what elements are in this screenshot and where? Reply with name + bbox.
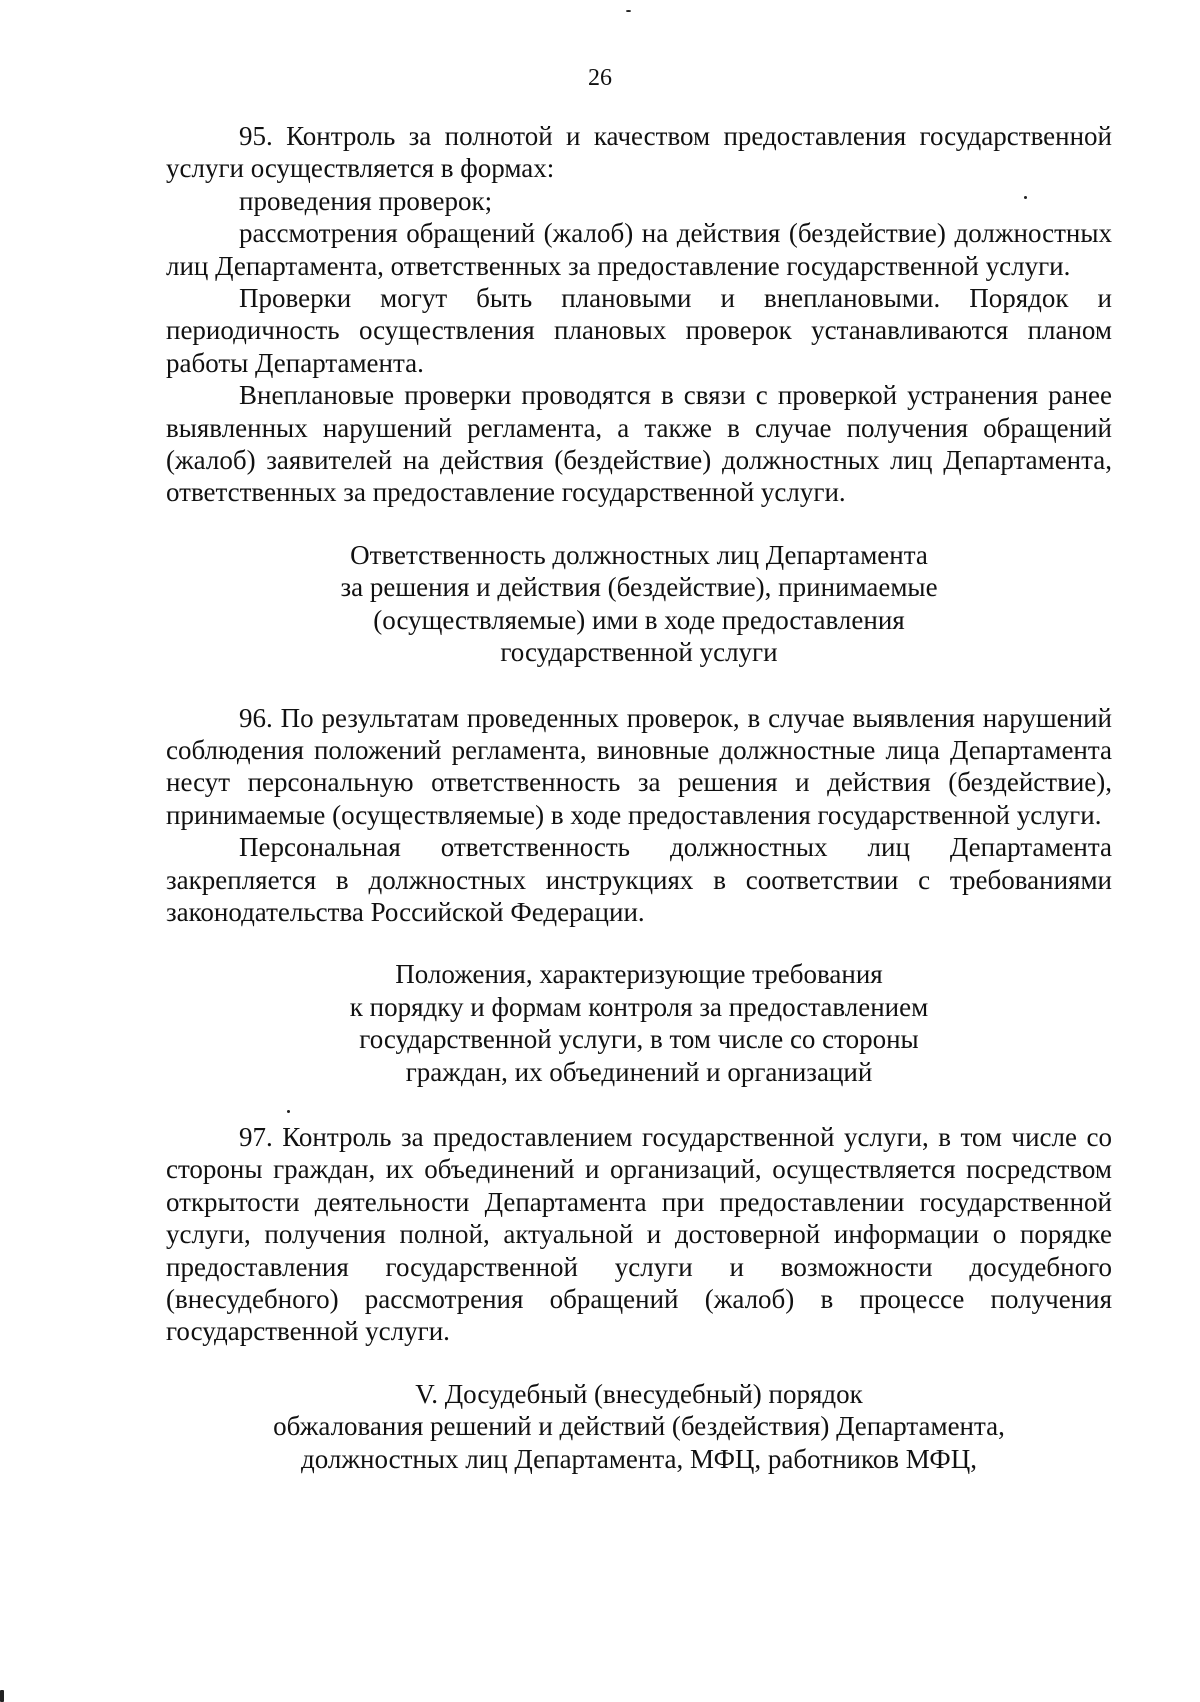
heading-line: государственной услуги — [500, 637, 778, 668]
section-heading-control-requirements — [166, 958, 1112, 1088]
paragraph-96-responsibility: 96. По результатам проведенных проверок, в случае выявления нарушений соблюдения положений регламента, виновные должностные лица Департамента несут персональную ответственность за решения и действия (бездействие), принимаемые (осуществляемые) в ходе предоставления государственной услуги. — [166, 702, 1112, 830]
heading-line: обжалования решений и действий (бездействия) Департамента, — [273, 1411, 1005, 1442]
heading-line: граждан, их объединений и организаций — [405, 1056, 873, 1087]
scan-speck — [287, 1110, 290, 1113]
heading-line: (осуществляемые) ими в ходе предоставления — [373, 604, 905, 635]
heading-line: государственной услуги, в том числе со стороны — [359, 1024, 919, 1055]
paragraph-97-public-control: 97. Контроль за предоставлением государственной услуги, в том числе со стороны граждан, их объединений и организаций, осуществляется посредством открытости деятельности Департамента при предоставлении государственной услуги, получения полной, актуальной и достоверной информации о порядке предоставления государственной услуги и возможности досудебного (внесудебного) рассмотрения обращений (жалоб) в процессе получения государственной услуги. — [166, 1121, 1112, 1347]
heading-line: к порядку и формам контроля за предоставлением — [349, 991, 929, 1022]
scan-speck — [1024, 196, 1027, 199]
heading-line: Ответственность должностных лиц Департамента — [350, 539, 928, 570]
paragraph-96-personal: Персональная ответственность должностных лиц Департамента закрепляется в должностных инструкциях в соответствии с требованиями законодательства Российской Федерации. — [166, 832, 1112, 927]
paragraph-95-intro: 95. Контроль за полнотой и качеством предоставления государственной услуги осуществляется в формах: — [166, 121, 1112, 184]
paragraph-95-item-complaints: рассмотрения обращений (жалоб) на действия (бездействие) должностных лиц Департамента, ответственных за предоставление государственной услуги. — [166, 218, 1112, 281]
section-heading-appeal — [166, 1378, 1112, 1475]
heading-line: должностных лиц Департамента, МФЦ, работников МФЦ, — [301, 1443, 977, 1474]
document-body — [166, 120, 1112, 1475]
section-heading-responsibility — [166, 539, 1112, 669]
heading-line: за решения и действия (бездействие), принимаемые — [340, 572, 938, 603]
heading-line: Положения, характеризующие требования — [395, 959, 883, 990]
paragraph-95-unscheduled: Внеплановые проверки проводятся в связи с проверкой устранения ранее выявленных нарушений регламента, а также в случае получения обращений (жалоб) заявителей на действия (бездействие) должностных лиц Департамента, ответственных за предоставление государственной услуги. — [166, 380, 1112, 508]
paragraph-95-inspection-types: Проверки могут быть плановыми и внеплановыми. Порядок и периодичность осуществления плановых проверок устанавливаются планом работы Департамента. — [166, 283, 1112, 378]
paragraph-95-item-inspections: проведения проверок; — [239, 185, 493, 216]
scan-speck — [0, 1690, 4, 1702]
page-number: 26 — [588, 65, 612, 91]
scan-speck — [626, 10, 631, 12]
heading-line: V. Досудебный (внесудебный) порядок — [415, 1378, 863, 1409]
